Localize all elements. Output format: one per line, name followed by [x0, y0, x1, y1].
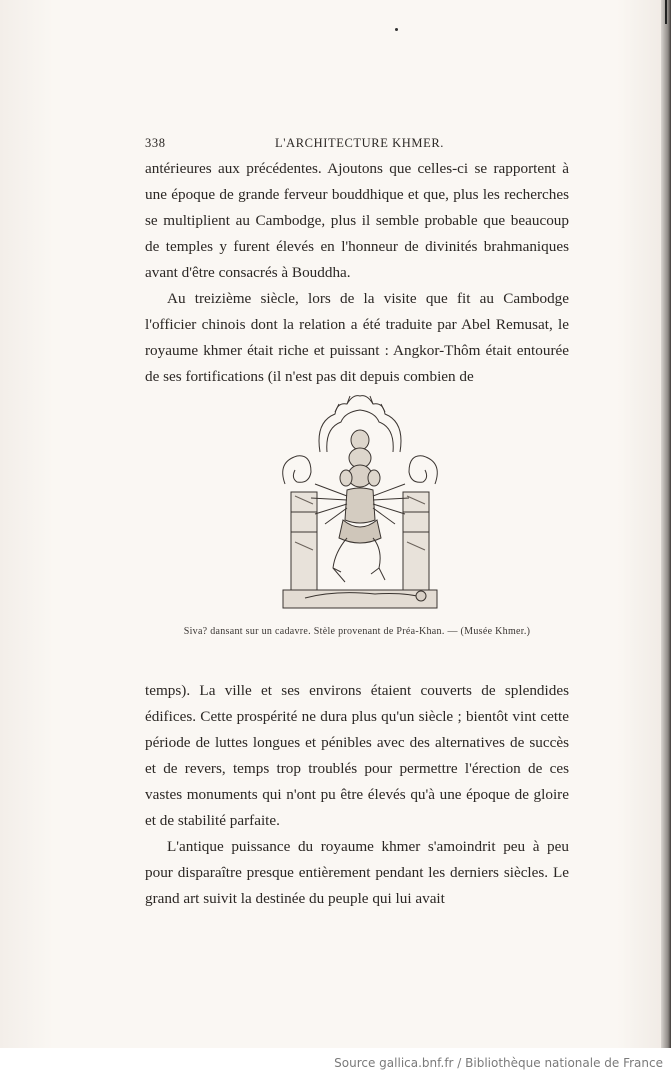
running-title: L'ARCHITECTURE KHMER. — [275, 136, 445, 150]
corner-mark — [665, 0, 667, 24]
paragraph-2-continued: temps). La ville et ses environs étaient couverts de splendides édifices. Cette prospérité ne dura plus qu'un siècle ; bientôt vint cette période de luttes longues et pénibles avec des alternatives de succès et de revers, temps trop troublés pour permettre l'érection de ces vastes monuments qui n'ont pu être élevés qu'à une époque de gloire et de stabilité parfaite. — [145, 682, 569, 829]
source-footer — [0, 1048, 671, 1080]
paragraph-continued: antérieures aux précédentes. Ajoutons que celles-ci se rapportent à une époque de grande ferveur bouddhique et que, plus les recherches se multiplient au Cambodge, plus il semble probable que beaucoup de temples y furent élevés en l'honneur de divinités brahmaniques avant d'être consacrés à Bouddha. — [145, 160, 569, 281]
ink-speck — [395, 28, 398, 31]
stele-siva-dancing-engraving-icon — [275, 392, 445, 616]
paragraph-2-start: Au treizième siècle, lors de la visite que fit au Cambodge l'officier chinois dont la relation a été traduite par Abel Remusat, le royaume khmer était riche et puissant : Angkor-Thôm était entourée de ses fortifications (il n'est pas dit depuis combien de — [145, 290, 569, 385]
figure-caption: Siva? dansant sur un cadavre. Stèle provenant de Préa-Khan. — (Musée Khmer.) — [183, 626, 531, 637]
text-block-top — [145, 156, 569, 390]
page-edge-shadow — [661, 0, 671, 1048]
page-number: 338 — [145, 136, 166, 150]
running-header — [145, 136, 570, 154]
text-block-bottom — [145, 678, 569, 912]
paragraph-3: L'antique puissance du royaume khmer s'amoindrit peu à peu pour disparaître presque entièrement pendant les derniers siècles. Le grand art suivit la destinée du peuple qui lui avait — [145, 838, 569, 907]
source-link[interactable]: Source gallica.bnf.fr / Bibliothèque nationale de France — [334, 1056, 663, 1070]
